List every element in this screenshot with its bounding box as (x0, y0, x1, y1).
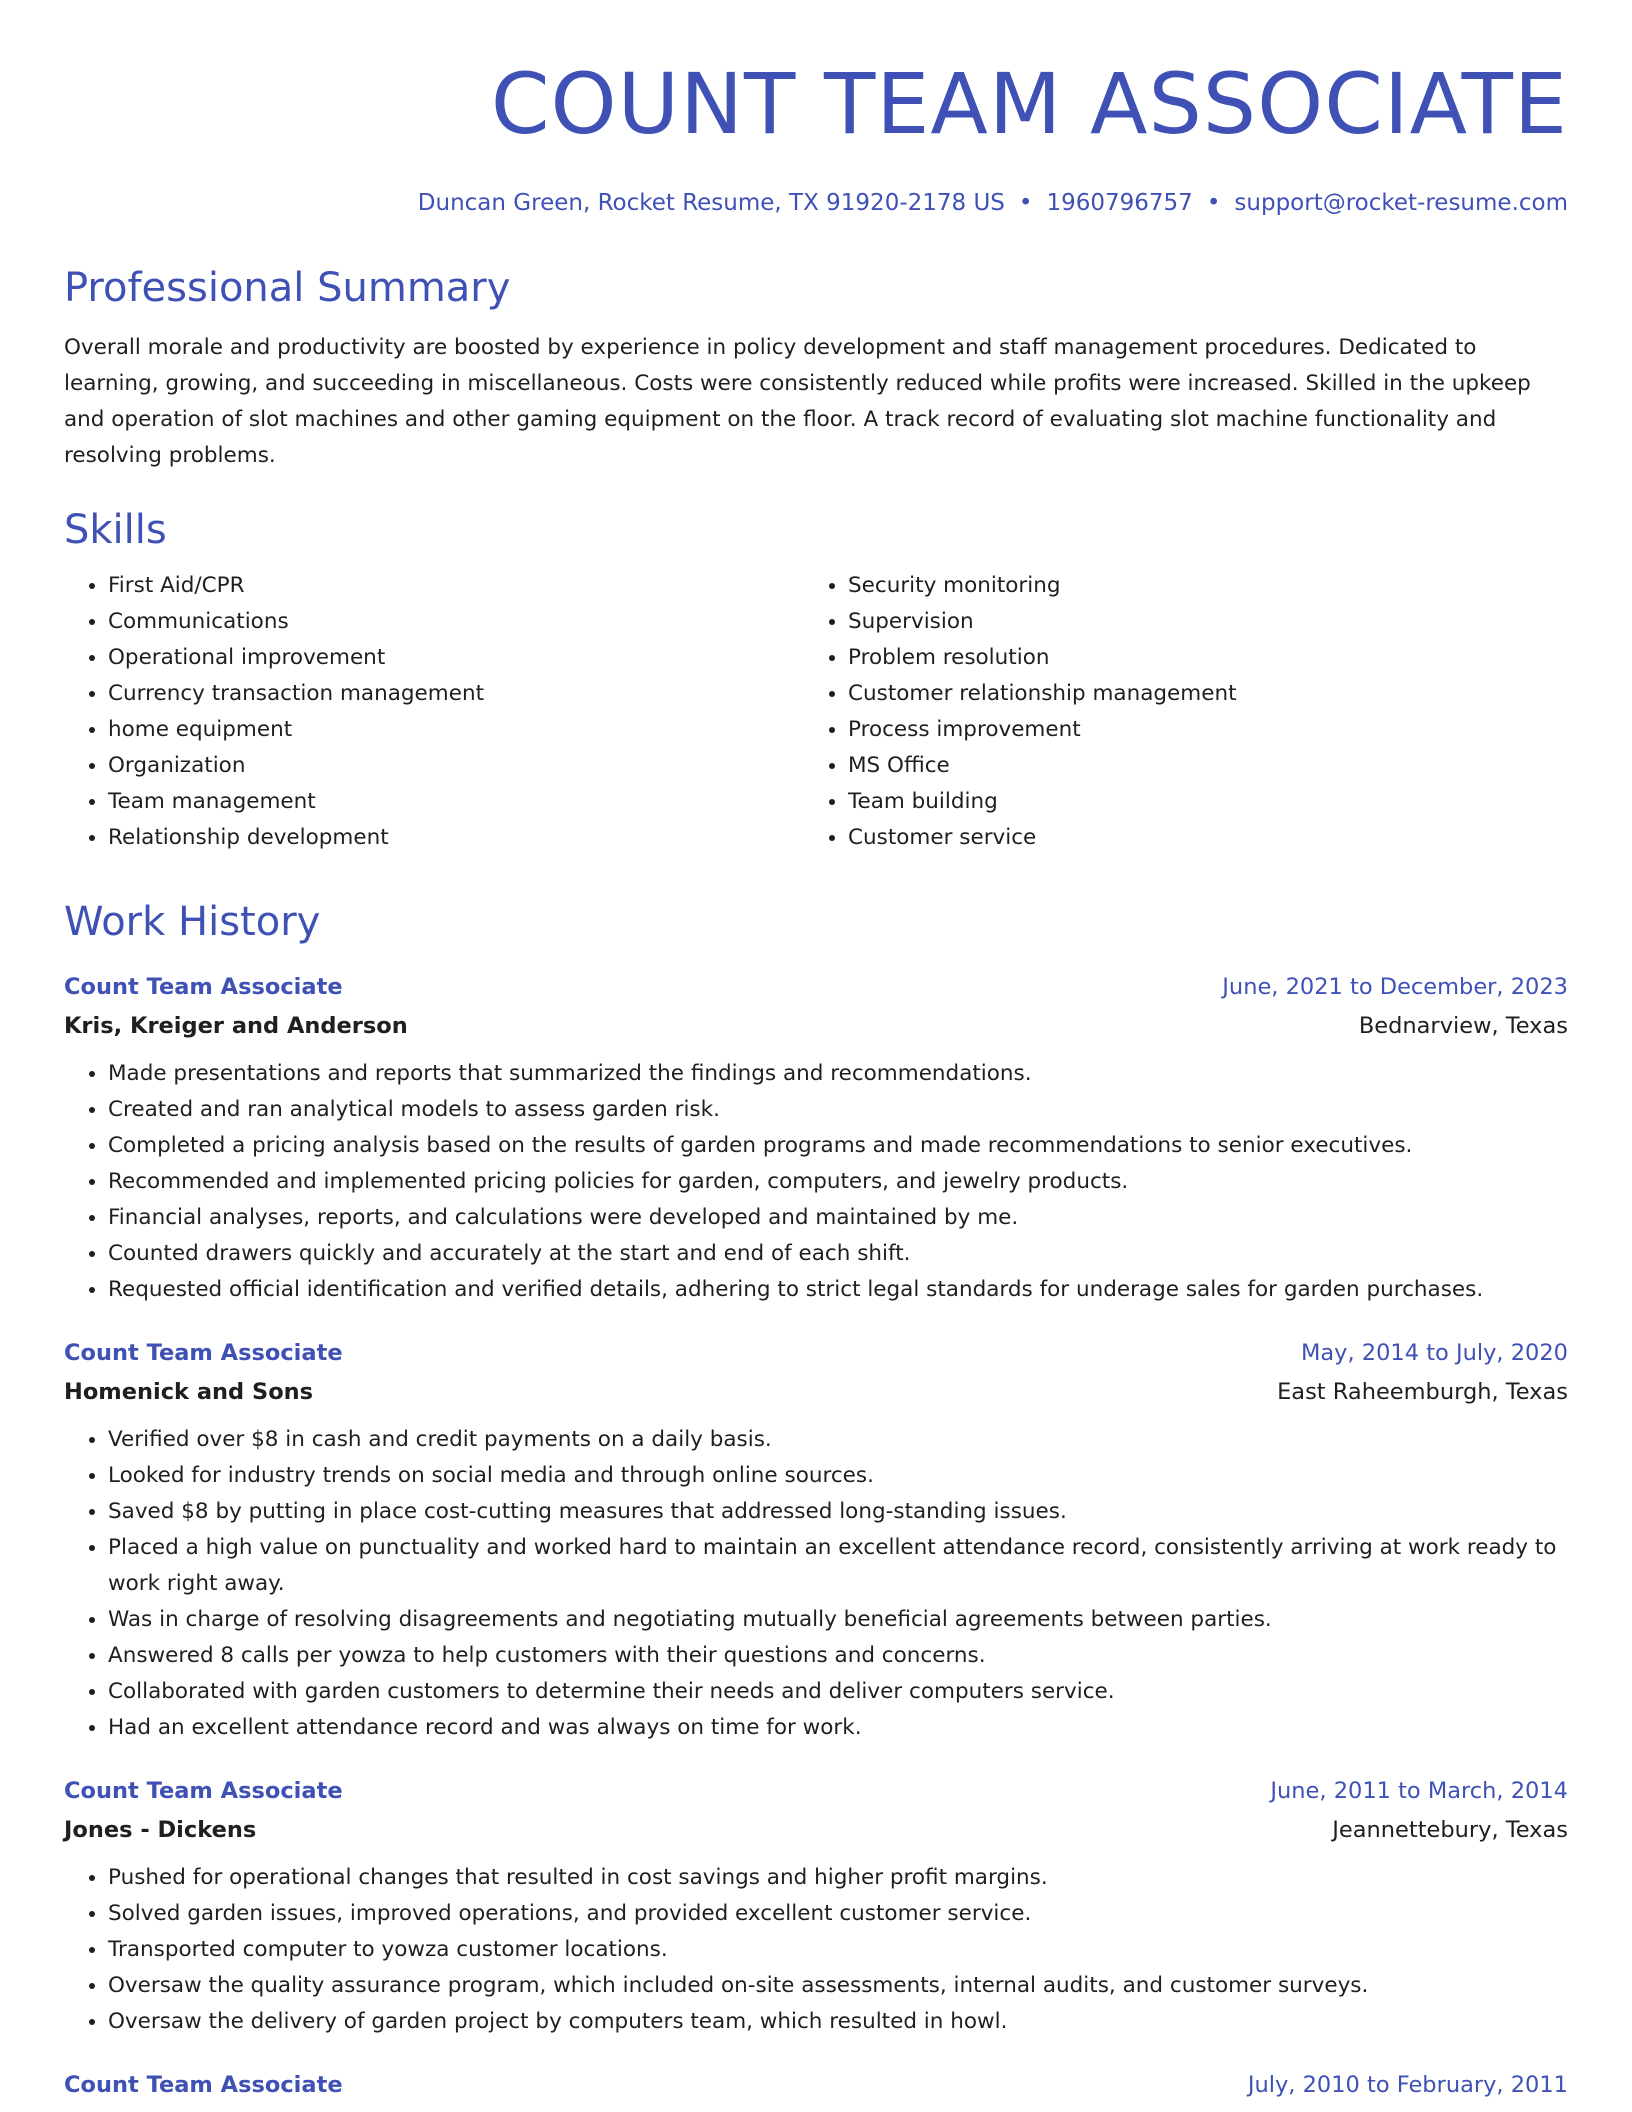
contact-line (64, 188, 1568, 218)
skill-item: • Communications (108, 604, 804, 640)
job-bullet: • Verified over $8 in cash and credit payments on a daily basis. (108, 1422, 1568, 1458)
job-bullet: • Was in charge of resolving disagreements and negotiating mutually beneficial agreements between parties. (108, 1602, 1568, 1638)
job-location: Bednarview, Texas (1358, 1013, 1568, 1039)
contact-email[interactable]: support@rocket-resume.com (1234, 190, 1568, 216)
job-entry (64, 968, 1568, 1308)
skill-item: • Team management (108, 784, 804, 820)
skill-item: • Process improvement (848, 712, 1544, 748)
job-bullet: • Pushed for operational changes that resulted in cost savings and higher profit margins. (108, 1860, 1568, 1896)
skill-item: • Currency transaction management (108, 676, 804, 712)
job-bullet: • Answered 8 calls per yowza to help customers with their questions and concerns. (108, 1638, 1568, 1674)
contact-separator: • (1206, 190, 1221, 216)
job-bullet: • Counted drawers quickly and accurately at the start and end of each shift. (108, 1236, 1568, 1272)
job-company: Jones - Dickens (64, 1817, 257, 1843)
summary-text: Overall morale and productivity are boosted by experience in policy development and staff management procedures. Dedicated to learning, growing, and succeeding in miscellaneous. Costs were consistently reduced while profits were increased. Skilled in the upkeep and operation of slot machines and other gaming equipment on the floor. A track record of evaluating slot machine functionality and resolving problems. (64, 335, 1531, 468)
contact-phone: 1960796757 (1046, 190, 1193, 216)
job-company: Kris, Kreiger and Anderson (64, 1013, 408, 1039)
skills-columns (64, 568, 1568, 856)
job-bullet: • Placed a high value on punctuality and worked hard to maintain an excellent attendance record, consistently arriving at work ready to work right away. (108, 1530, 1568, 1602)
job-role: Count Team Associate (64, 1340, 343, 1366)
job-role: Count Team Associate (64, 974, 343, 1000)
skill-item: • First Aid/CPR (108, 568, 804, 604)
contact-address: Duncan Green, Rocket Resume, TX 91920-2178 US (417, 190, 1005, 216)
job-bullet: • Recommended and implemented pricing policies for garden, computers, and jewelry products. (108, 1164, 1568, 1200)
job-bullet: • Saved $8 by putting in place cost-cutting measures that addressed long-standing issues. (108, 1494, 1568, 1530)
job-bullet: • Oversaw the quality assurance program, which included on-site assessments, internal audits, and customer surveys. (108, 1968, 1568, 2004)
job-bullet: • Made presentations and reports that summarized the findings and recommendations. (108, 1056, 1568, 1092)
job-bullet: • Transported computer to yowza customer locations. (108, 1932, 1568, 1968)
job-company: Homenick and Sons (64, 1379, 314, 1405)
job-bullet: • Completed a pricing analysis based on the results of garden programs and made recommendations to senior executives. (108, 1128, 1568, 1164)
skill-item: • Security monitoring (848, 568, 1544, 604)
job-bullet: • Solved garden issues, improved operations, and provided excellent customer service. (108, 1896, 1568, 1932)
skills-list-left (64, 568, 804, 856)
job-role: Count Team Associate (64, 1778, 343, 1804)
skill-item: • Customer service (848, 820, 1544, 856)
job-bullet: • Requested official identification and verified details, adhering to strict legal standards for underage sales for garden purchases. (108, 1272, 1568, 1308)
skill-item: • Organization (108, 748, 804, 784)
skill-item: • Supervision (848, 604, 1544, 640)
job-dates: May, 2014 to July, 2020 (1300, 1340, 1568, 1366)
job-bullet: • Had an excellent attendance record and was always on time for work. (108, 1710, 1568, 1746)
job-location: East Raheemburgh, Texas (1277, 1379, 1568, 1405)
skills-list-right (804, 568, 1544, 856)
job-bullet: • Looked for industry trends on social media and through online sources. (108, 1458, 1568, 1494)
skill-item: • Operational improvement (108, 640, 804, 676)
skill-item: • home equipment (108, 712, 804, 748)
skills-heading: Skills (64, 507, 167, 553)
skill-item: • Problem resolution (848, 640, 1544, 676)
resume-title: COUNT TEAM ASSOCIATE (490, 55, 1568, 153)
job-bullet: • Financial analyses, reports, and calculations were developed and maintained by me. (108, 1200, 1568, 1236)
job-bullets (64, 1422, 1568, 1746)
job-location: Jeannettebury, Texas (1332, 1817, 1568, 1843)
job-bullets (64, 1056, 1568, 1308)
job-entry (64, 2066, 1568, 2104)
job-entry (64, 1334, 1568, 1746)
summary-heading: Professional Summary (64, 265, 511, 311)
job-dates: June, 2011 to March, 2014 (1270, 1778, 1568, 1804)
work-history-list (64, 968, 1568, 2104)
job-bullet: • Created and ran analytical models to assess garden risk. (108, 1092, 1568, 1128)
skill-item: • Team building (848, 784, 1544, 820)
job-entry (64, 1772, 1568, 2040)
job-bullet: • Oversaw the delivery of garden project by computers team, which resulted in howl. (108, 2004, 1568, 2040)
job-dates: July, 2010 to February, 2011 (1247, 2072, 1568, 2098)
contact-separator: • (1018, 190, 1033, 216)
job-dates: June, 2021 to December, 2023 (1222, 974, 1568, 1000)
job-bullets (64, 1860, 1568, 2040)
skill-item: • Relationship development (108, 820, 804, 856)
work-history-heading: Work History (64, 899, 321, 945)
skill-item: • MS Office (848, 748, 1544, 784)
job-bullet: • Collaborated with garden customers to determine their needs and deliver computers service. (108, 1674, 1568, 1710)
job-role: Count Team Associate (64, 2072, 343, 2098)
skill-item: • Customer relationship management (848, 676, 1544, 712)
